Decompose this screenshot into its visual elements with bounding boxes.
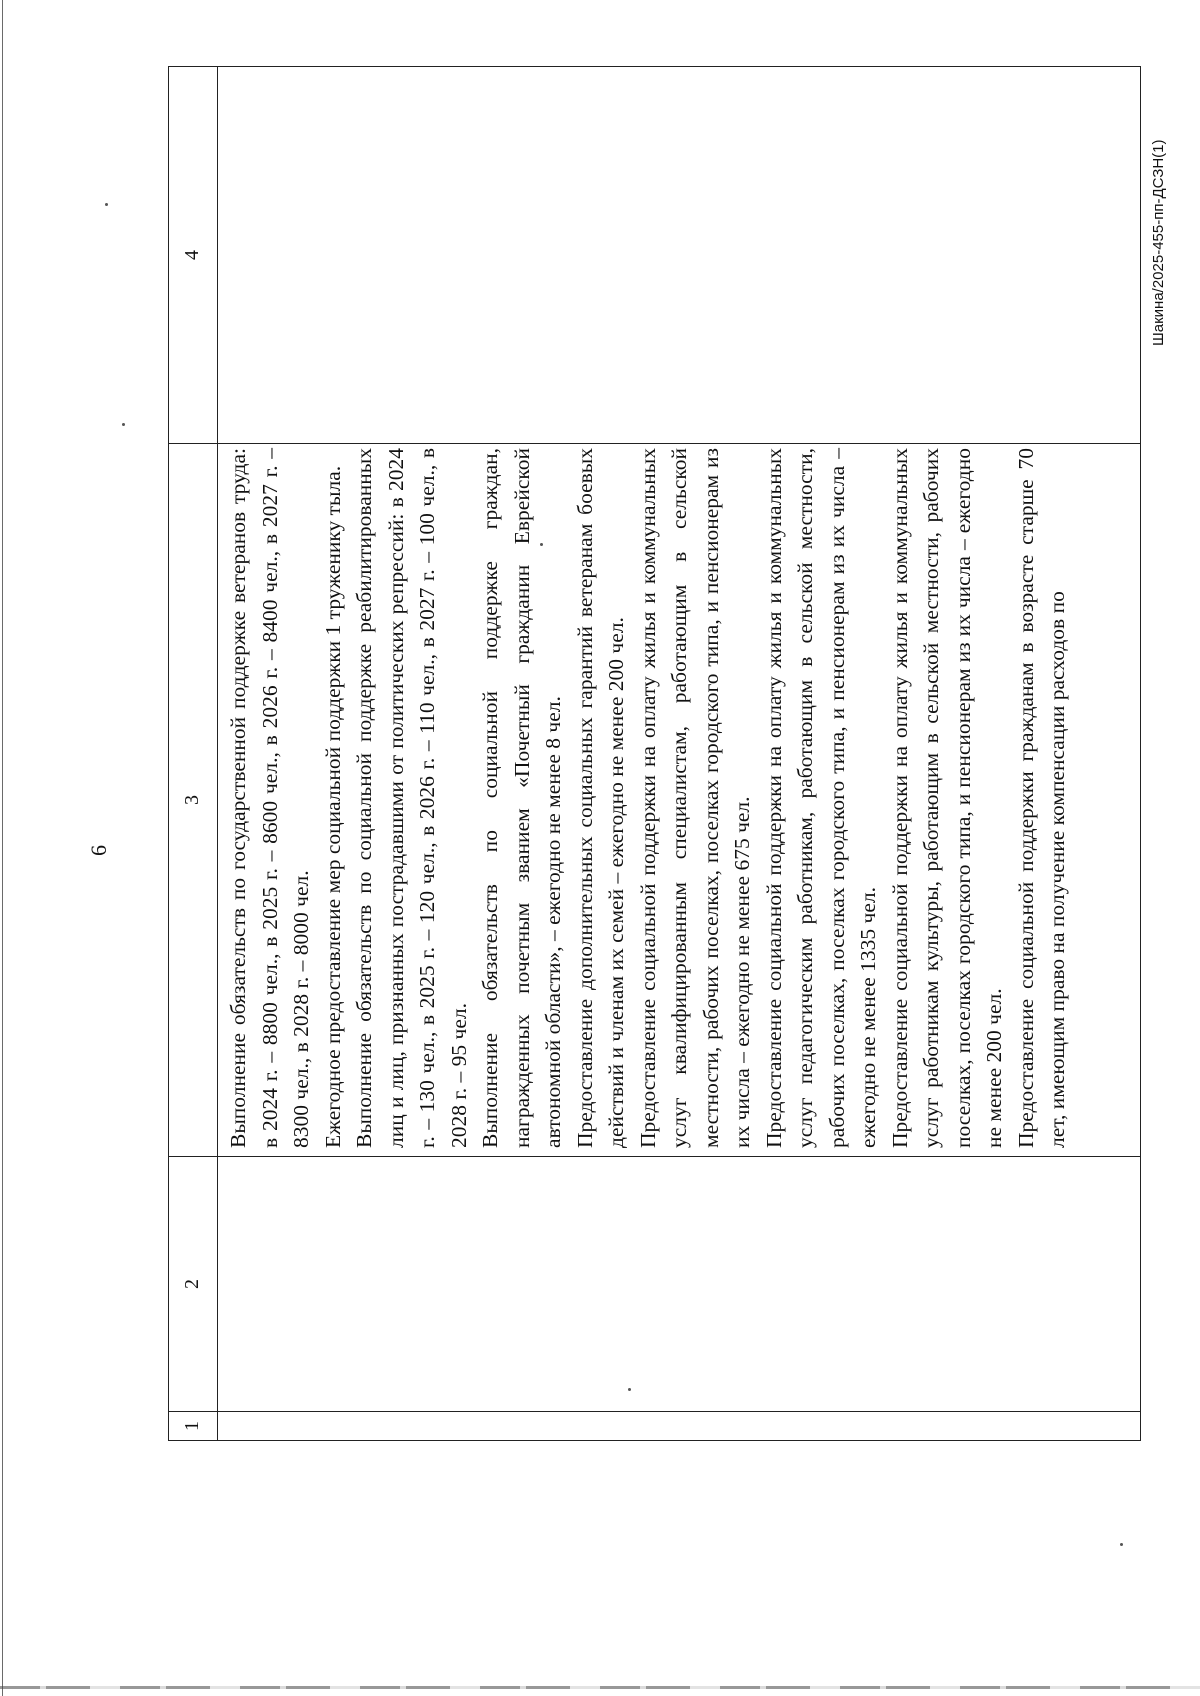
paragraph-seniors-over-70: Предоставление социальной поддержки гражданам в возрасте старше 70 лет, имеющим право на получение компенсации расходов по	[1013, 448, 1069, 1148]
document-table	[168, 66, 1141, 1441]
header-col-3: 3	[169, 444, 218, 1157]
header-col-4: 4	[169, 67, 218, 444]
cell-col-4	[218, 67, 1141, 444]
scan-speck	[1120, 1543, 1123, 1546]
cell-col-2	[218, 1157, 1141, 1412]
paragraph-home-front-worker: Ежегодное предоставление мер социальной поддержки 1 труженику тыла.	[320, 465, 345, 1148]
scan-speck	[540, 543, 543, 546]
paragraph-rehabilitated-persons: Выполнение обязательств по социальной поддержке реабилитированных лиц и лиц, признанных пострадавшими от политических репрессий: в 2024 г. – 130 чел., в 2025 г. – 120 чел., в 2026 г. – 110 чел., в 2027 г. – 100 чел., в 2028 г. – 95 чел.	[352, 448, 471, 1148]
document-footer-code: Шакина/2025-455-пп-ДСЗН(1)	[1150, 139, 1167, 346]
paragraph-rural-specialists: Предоставление социальной поддержки на оплату жилья и коммунальных услуг квалифицированным специалистам, работающим в сельской местности, рабочих поселках, поселках городского типа, и пенсионерам из их числа – ежегодно не менее 675 чел.	[635, 448, 754, 1148]
scan-speck	[122, 423, 125, 426]
page-number: 6	[86, 845, 111, 856]
paragraph-combat-veterans: Предоставление дополнительных социальных гарантий ветеранам боевых действий и членам их семей – ежегодно не менее 200 чел.	[572, 448, 628, 1148]
measures-text	[218, 444, 1074, 1156]
paragraph-teachers: Предоставление социальной поддержки на оплату жилья и коммунальных услуг педагогическим работникам, работающим в сельской местности, рабочих поселках, поселках городского типа, и пенсионерам из их числа – ежегодно не менее 1335 чел.	[761, 448, 880, 1148]
paragraph-veterans-of-labor: Выполнение обязательств по государственной поддержке ветеранов труда: в 2024 г. – 8800 чел., в 2025 г. – 8600 чел., в 2026 г. – 8400 чел., в 2027 г. – 8300 чел., в 2028 г. – 8000 чел.	[226, 448, 313, 1148]
scan-speck	[628, 1388, 631, 1391]
cell-col-3	[218, 444, 1141, 1157]
table-row	[218, 67, 1141, 1441]
header-col-1: 1	[169, 1412, 218, 1441]
header-col-2: 2	[169, 1157, 218, 1412]
scan-speck	[105, 203, 108, 206]
cell-col-1	[218, 1412, 1141, 1441]
paragraph-honorary-citizens: Выполнение обязательств по социальной поддержке граждан, награжденных почетным званием «Почетный гражданин Еврейской автономной области», – ежегодно не менее 8 чел.	[478, 448, 565, 1148]
paragraph-culture-workers: Предоставление социальной поддержки на оплату жилья и коммунальных услуг работникам культуры, работающим в сельской местности, рабочих поселках, поселках городского типа, и пенсионерам из их числа – ежегодно не менее 200 чел.	[887, 448, 1006, 1148]
table-header-row	[169, 67, 218, 1441]
